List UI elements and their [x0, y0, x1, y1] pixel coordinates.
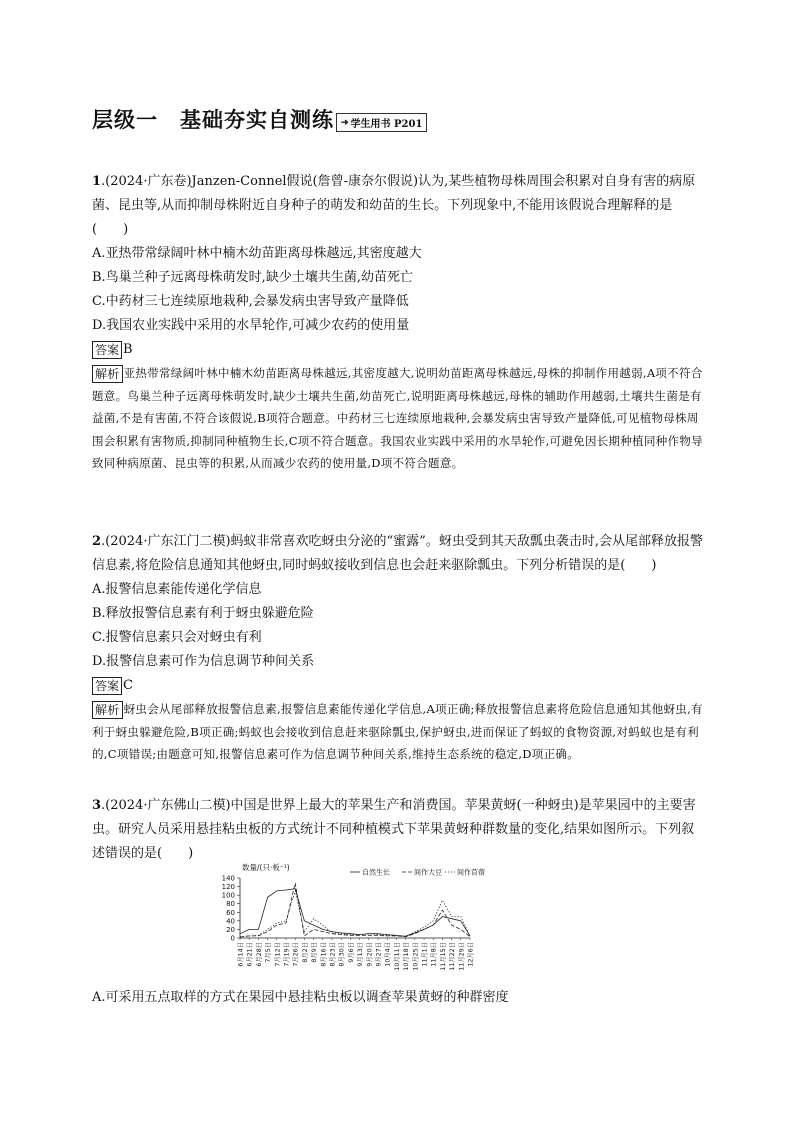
x-tick-label: 7月5日 [265, 942, 273, 963]
answer-value: C [123, 678, 133, 693]
option-a: A.可采用五点取样的方式在果园中悬挂粘虫板以调查苹果黄蚜的种群密度 [92, 990, 509, 1005]
y-tick-label: 120 [221, 883, 235, 892]
y-tick-label: 60 [226, 908, 235, 917]
x-tick-label: 6月14日 [237, 942, 245, 967]
textbook-reference-badge[interactable] [336, 113, 427, 132]
x-tick-label: 12月6日 [467, 942, 475, 967]
question-1 [92, 170, 704, 475]
question-stem [92, 170, 704, 242]
option-a: A.报警信息素能传递化学信息 [92, 582, 262, 597]
question-stem [92, 530, 704, 578]
explanation-text: 亚热带常绿阔叶林中楠木幼苗距离母株越远,其密度越大,说明幼苗距离母株越远,母株的抑制作用越弱,A项不符合题意。鸟巢兰种子远离母株萌发时,缺少土壤共生菌,幼苗死亡,说明距离母株越远,母株的辅助作用越弱,土壤共生菌是有益菌,不是有害菌,不符合该假说,B项符合题意。中药材三七连续原地栽种,会暴发病虫害导致产量降低,可见植物母株周围会积累有害物质,抑制同种植物生长,C项不符合题意。我国农业实践中采用的水旱轮作,可避免因长期种植同种作物导致同种病原菌、昆虫等的积累,从而减少农药的使用量,D项不符合题意。 [92, 366, 703, 470]
explanation-tag: 解析 [92, 701, 123, 719]
x-tick-label: 10月25日 [412, 942, 420, 971]
x-tick-label: 10月18日 [403, 942, 411, 971]
x-tick-label: 9月6日 [347, 942, 355, 963]
question-text: .(2024·广东卷)Janzen-Connel假说(詹曾-康奈尔假说)认为,某些植物母株周围会积累对自身有害的病原菌、昆虫等,从而抑制母株附近自身种子的萌发和幼苗的生长。下列现象中,不能用该假说合理解释的是( ) [92, 174, 696, 237]
population-line-chart [140, 860, 490, 980]
x-tick-label: 11月29日 [458, 942, 466, 971]
y-axis-label: 数量/(只·板⁻¹) [242, 863, 290, 872]
question-number: 2 [92, 534, 102, 549]
explanation [92, 362, 704, 475]
series-line-2 [240, 891, 470, 937]
question-3-options [92, 986, 704, 1010]
textbook-reference-label: 学生用书 P201 [350, 119, 423, 130]
explanation-tag: 解析 [92, 365, 123, 383]
question-2 [92, 530, 704, 766]
question-number: 1 [92, 174, 102, 189]
x-tick-label: 9月20日 [366, 942, 374, 967]
x-tick-label: 7月19日 [283, 942, 291, 967]
y-tick-label: 0 [230, 934, 235, 943]
x-tick-label: 9月27日 [375, 942, 383, 967]
legend-label-1: 间作大豆 [414, 868, 442, 877]
x-tick-label: 11月15日 [439, 942, 447, 971]
x-tick-label: 10月4日 [384, 942, 392, 967]
option-a: A.亚热带常绿阔叶林中楠木幼苗距离母株越远,其密度越大 [92, 246, 422, 261]
option-b: B.鸟巢兰种子远离母株萌发时,缺少土壤共生菌,幼苗死亡 [92, 270, 413, 285]
answer-line [92, 338, 704, 362]
x-tick-label: 11月1日 [421, 942, 429, 967]
legend-label-0: 自然生长 [362, 868, 390, 877]
option-d: D.报警信息素可作为信息调节种间关系 [92, 654, 315, 669]
x-tick-label: 6月28日 [255, 942, 263, 967]
x-tick-label: 8月2日 [301, 942, 309, 963]
series-line-1 [240, 883, 470, 937]
question-stem [92, 794, 704, 866]
arrow-icon: ➜ [341, 117, 349, 128]
option-c: C.中药材三七连续原地栽种,会暴发病虫害导致产量降低 [92, 294, 409, 309]
answer-line [92, 674, 704, 698]
y-tick-label: 140 [221, 874, 235, 883]
question-text: .(2024·广东佛山二模)中国是世界上最大的苹果生产和消费国。苹果黄蚜(一种蚜虫)是苹果园中的主要害虫。研究人员采用悬挂粘虫板的方式统计不同种植模式下苹果黄蚜种群数量的变化,结果如图所示。下列叙述错误的是( ) [92, 798, 696, 861]
chart-svg [140, 860, 490, 980]
x-tick-label: 9月13日 [357, 942, 365, 967]
explanation [92, 698, 704, 766]
explanation-text: 蚜虫会从尾部释放报警信息素,报警信息素能传递化学信息,A项正确;释放报警信息素将危险信息通知其他蚜虫,有利于蚜虫躲避危险,B项正确;蚂蚁也会接收到信息赶来驱除瓢虫,保护蚜虫,进而保证了蚂蚁的食物资源,对蚂蚁也是有利的,C项错误;由题意可知,报警信息素可作为信息调节种间关系,维持生态系统的稳定,D项正确。 [92, 702, 703, 761]
x-tick-label: 8月30日 [338, 942, 346, 967]
answer-tag: 答案 [92, 341, 122, 359]
answer-tag: 答案 [92, 677, 122, 695]
x-tick-label: 8月16日 [320, 942, 328, 967]
x-tick-label: 8月23日 [329, 942, 337, 967]
y-tick-label: 80 [226, 900, 235, 909]
x-tick-label: 6月21日 [246, 942, 254, 967]
series-line-0 [240, 889, 470, 937]
section-header [92, 104, 427, 134]
answer-value: B [123, 342, 133, 357]
x-tick-label: 7月12日 [274, 942, 282, 967]
question-number: 3 [92, 798, 102, 813]
option-b: B.释放报警信息素有利于蚜虫躲避危险 [92, 606, 314, 621]
section-title: 层级一 基础夯实自测练 [92, 108, 334, 132]
option-c: C.报警信息素只会对蚜虫有利 [92, 630, 262, 645]
y-tick-label: 40 [226, 917, 235, 926]
legend-label-2: 间作苜蓿 [457, 868, 485, 877]
x-tick-label: 11月22日 [449, 942, 457, 971]
y-tick-label: 100 [221, 891, 235, 900]
question-text: .(2024·广东江门二模)蚂蚁非常喜欢吃蚜虫分泌的“蜜露”。蚜虫受到其天敌瓢虫袭击时,会从尾部释放报警信息素,将危险信息通知其他蚜虫,同时蚂蚁接收到信息也会赶来驱除瓢虫。下列分析错误的是( ) [92, 534, 703, 573]
question-3 [92, 794, 704, 866]
y-tick-label: 20 [226, 925, 235, 934]
x-tick-label: 8月9日 [311, 942, 319, 963]
x-tick-label: 11月8日 [430, 942, 438, 967]
x-tick-label: 7月26日 [292, 942, 300, 967]
x-tick-label: 10月11日 [393, 942, 401, 971]
option-d: D.我国农业实践中采用的水旱轮作,可减少农药的使用量 [92, 318, 410, 333]
